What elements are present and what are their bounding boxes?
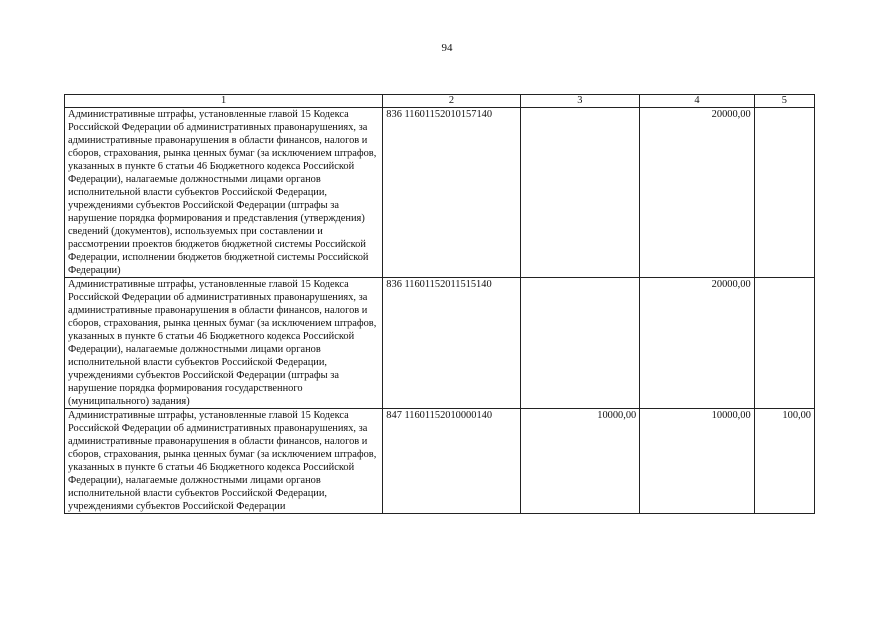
- header-col-1: 1: [65, 95, 383, 108]
- row-col5-value: [754, 278, 814, 409]
- row-col5-value: 100,00: [754, 409, 814, 514]
- table-row: [65, 278, 815, 409]
- row-col4-value: 20000,00: [640, 278, 754, 409]
- row-description: Административные штрафы, установленные главой 15 Кодекса Российской Федерации об административных правонарушениях, за административные правонарушения в области финансов, налогов и сборов, страхования, рынка ценных бумаг (за исключением штрафов, указанных в пункте 6 статьи 46 Бюджетного кодекса Российской Федерации), налагаемые должностными лицами органов исполнительной власти субъектов Российской Федерации, учреждениями субъектов Российской Федерации (штрафы за нарушение порядка формирования и представления (утверждения) сведений (документов), используемых при составлении и рассмотрении проектов бюджетов бюджетной системы Российской Федерации, исполнении бюджетов бюджетной системы Российской Федерации): [65, 108, 383, 278]
- row-code: 836 11601152010157140: [383, 108, 520, 278]
- page-number: 94: [441, 42, 453, 54]
- row-col4-value: 20000,00: [640, 108, 754, 278]
- row-description: Административные штрафы, установленные главой 15 Кодекса Российской Федерации об административных правонарушениях, за административные правонарушения в области финансов, налогов и сборов, страхования, рынка ценных бумаг (за исключением штрафов, указанных в пункте 6 статьи 46 Бюджетного кодекса Российской Федерации), налагаемые должностными лицами органов исполнительной власти субъектов Российской Федерации, учреждениями субъектов Российской Федерации: [65, 409, 383, 514]
- row-col3-value: 10000,00: [520, 409, 640, 514]
- row-code: 847 11601152010000140: [383, 409, 520, 514]
- header-col-5: 5: [754, 95, 814, 108]
- table-row: [65, 409, 815, 514]
- header-col-4: 4: [640, 95, 754, 108]
- row-col3-value: [520, 278, 640, 409]
- row-col3-value: [520, 108, 640, 278]
- table-row: [65, 108, 815, 278]
- row-description: Административные штрафы, установленные главой 15 Кодекса Российской Федерации об административных правонарушениях, за административные правонарушения в области финансов, налогов и сборов, страхования, рынка ценных бумаг (за исключением штрафов, указанных в пункте 6 статьи 46 Бюджетного кодекса Российской Федерации), налагаемые должностными лицами органов исполнительной власти субъектов Российской Федерации, учреждениями субъектов Российской Федерации (штрафы за нарушение порядка формирования государственного (муниципального) задания): [65, 278, 383, 409]
- row-col4-value: 10000,00: [640, 409, 754, 514]
- header-col-3: 3: [520, 95, 640, 108]
- row-col5-value: [754, 108, 814, 278]
- header-col-2: 2: [383, 95, 520, 108]
- row-code: 836 11601152011515140: [383, 278, 520, 409]
- budget-table: [64, 94, 815, 514]
- header-row: [65, 95, 815, 108]
